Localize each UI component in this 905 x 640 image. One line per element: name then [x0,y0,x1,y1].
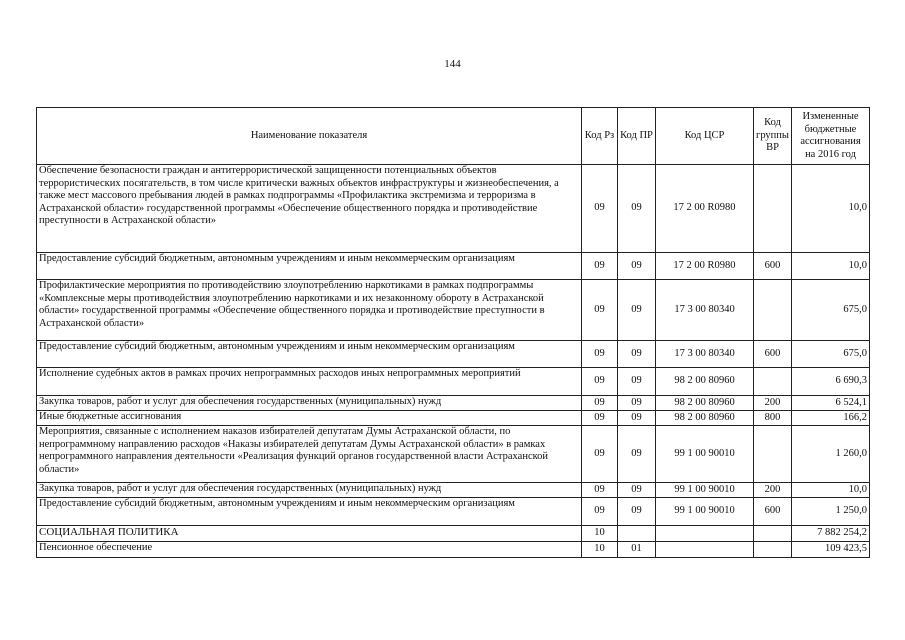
table-row [37,483,870,498]
row-amount: 166,2 [792,411,870,426]
row-rz: 10 [582,526,618,542]
row-pr [618,526,656,542]
row-rz: 09 [582,280,618,341]
table-row [37,253,870,280]
row-vr: 600 [754,341,792,368]
row-vr [754,542,792,558]
row-pr: 09 [618,396,656,411]
table-row [37,396,870,411]
table-row [37,341,870,368]
header-amount: Измененные бюджетные ассигнования на 2016 год [792,108,870,165]
row-pr: 09 [618,165,656,253]
row-rz: 10 [582,542,618,558]
row-csr: 98 2 00 80960 [656,368,754,396]
row-rz: 09 [582,165,618,253]
row-rz: 09 [582,426,618,483]
table-header-row [37,108,870,165]
row-name: Пенсионное обеспечение [37,542,582,558]
row-csr: 99 1 00 90010 [656,426,754,483]
row-name: Предоставление субсидий бюджетным, автономным учреждениям и иным некоммерческим организациям [37,253,582,280]
row-rz: 09 [582,341,618,368]
row-pr: 09 [618,341,656,368]
header-vr: Код группы ВР [754,108,792,165]
row-vr [754,368,792,396]
row-rz: 09 [582,498,618,526]
row-csr [656,542,754,558]
row-csr: 98 2 00 80960 [656,396,754,411]
row-amount: 10,0 [792,165,870,253]
row-csr [656,526,754,542]
row-amount: 6 524,1 [792,396,870,411]
row-vr: 600 [754,253,792,280]
header-csr: Код ЦСР [656,108,754,165]
table-row [37,426,870,483]
row-amount: 1 250,0 [792,498,870,526]
row-csr: 17 2 00 R0980 [656,253,754,280]
row-name: Закупка товаров, работ и услуг для обеспечения государственных (муниципальных) нужд [37,396,582,411]
row-pr: 09 [618,498,656,526]
row-pr: 09 [618,483,656,498]
header-name: Наименование показателя [37,108,582,165]
header-rz: Код Рз [582,108,618,165]
row-amount: 10,0 [792,253,870,280]
row-vr: 800 [754,411,792,426]
row-pr: 09 [618,426,656,483]
row-amount: 7 882 254,2 [792,526,870,542]
row-amount: 6 690,3 [792,368,870,396]
row-name: Обеспечение безопасности граждан и антитеррористической защищенности потенциальных объектов террористических посягательств, в том числе критически важных объектов инфраструктуры и жизнеобеспечения, а также мест массового пребывания людей в рамках подпрограммы «Профилактика экстремизма и терроризма в Астраханской области» государственной программы «Обеспечение общественного порядка и противодействие преступности в Астраханской области» [37,165,582,253]
row-name: Закупка товаров, работ и услуг для обеспечения государственных (муниципальных) нужд [37,483,582,498]
row-vr [754,165,792,253]
row-rz: 09 [582,396,618,411]
row-rz: 09 [582,411,618,426]
table-row [37,498,870,526]
row-rz: 09 [582,253,618,280]
table-row [37,542,870,558]
row-name: Иные бюджетные ассигнования [37,411,582,426]
row-vr: 600 [754,498,792,526]
row-name: Предоставление субсидий бюджетным, автономным учреждениям и иным некоммерческим организациям [37,498,582,526]
row-amount: 675,0 [792,341,870,368]
row-name: Мероприятия, связанные с исполнением наказов избирателей депутатам Думы Астраханской области, по непрограммному направлению расходов «Наказы избирателей депутатам Думы Астраханской области» в рамках непрограммного направления деятельности «Реализация функций органов государственной власти Астраханской области» [37,426,582,483]
table-row [37,526,870,542]
row-vr [754,280,792,341]
table-row [37,368,870,396]
row-name: Предоставление субсидий бюджетным, автономным учреждениям и иным некоммерческим организациям [37,341,582,368]
row-vr [754,526,792,542]
row-amount: 109 423,5 [792,542,870,558]
row-amount: 10,0 [792,483,870,498]
row-pr: 09 [618,253,656,280]
row-csr: 17 3 00 80340 [656,341,754,368]
row-csr: 17 2 00 R0980 [656,165,754,253]
row-csr: 99 1 00 90010 [656,498,754,526]
row-csr: 17 3 00 80340 [656,280,754,341]
row-pr: 09 [618,280,656,341]
row-amount: 675,0 [792,280,870,341]
row-pr: 09 [618,411,656,426]
row-pr: 09 [618,368,656,396]
row-vr [754,426,792,483]
row-csr: 98 2 00 80960 [656,411,754,426]
row-name: СОЦИАЛЬНАЯ ПОЛИТИКА [37,526,582,542]
row-vr: 200 [754,483,792,498]
row-vr: 200 [754,396,792,411]
row-amount: 1 260,0 [792,426,870,483]
table-row [37,411,870,426]
row-rz: 09 [582,483,618,498]
table-row [37,165,870,253]
budget-table [36,107,870,558]
row-name: Профилактические мероприятия по противодействию злоупотреблению наркотиками в рамках подпрограммы «Комплексные меры противодействия злоупотреблению наркотиками и их незаконному обороту в Астраханской области» государственной программы «Обеспечение общественного порядка и противодействие преступности в Астраханской области» [37,280,582,341]
page-number: 144 [444,58,461,70]
row-csr: 99 1 00 90010 [656,483,754,498]
row-rz: 09 [582,368,618,396]
row-name: Исполнение судебных актов в рамках прочих непрограммных расходов иных непрограммных мероприятий [37,368,582,396]
table-row [37,280,870,341]
header-pr: Код ПР [618,108,656,165]
row-pr: 01 [618,542,656,558]
